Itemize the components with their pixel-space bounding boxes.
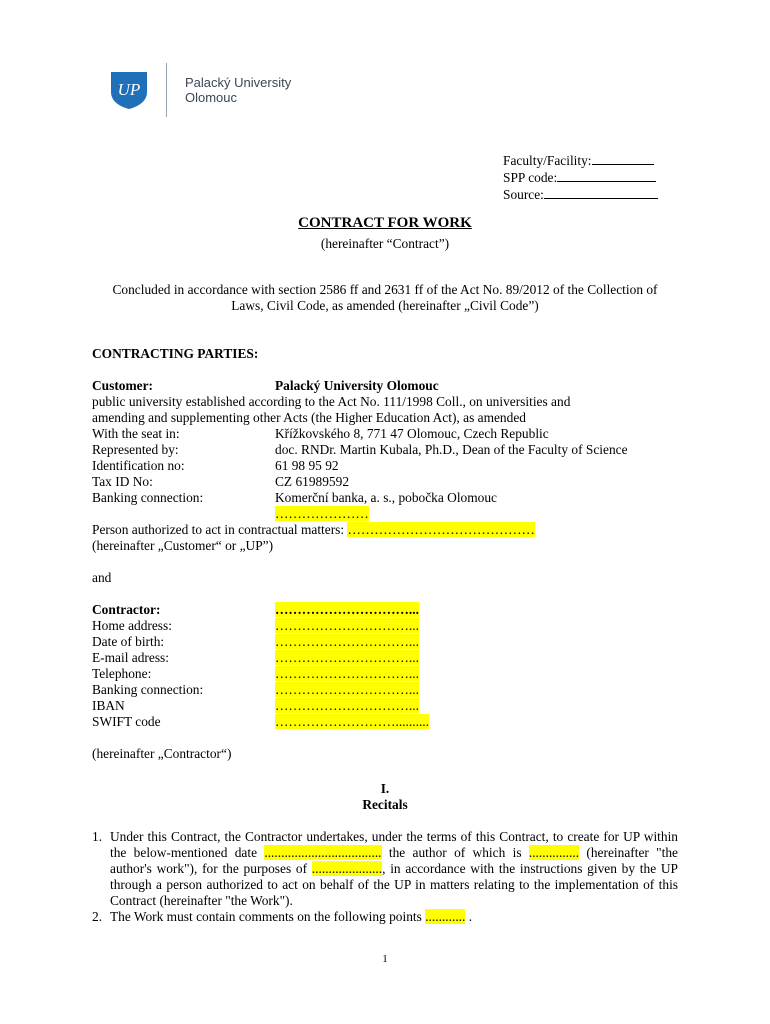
faculty-field[interactable] [592, 152, 654, 165]
list-item [92, 909, 678, 925]
purpose-field[interactable]: ..................... [311, 861, 383, 876]
work-date-field[interactable]: ................................... [264, 845, 382, 860]
parties-heading: CONTRACTING PARTIES: [92, 346, 259, 361]
represented-label: Represented by: [92, 442, 179, 457]
swift-label: SWIFT code [92, 714, 161, 729]
seat-label: With the seat in: [92, 426, 180, 441]
faculty-block [503, 152, 658, 203]
authorized-person-field[interactable]: …………………………………… [347, 522, 535, 537]
source-field[interactable] [544, 186, 658, 199]
contractor-bank-field[interactable]: …………………………... [275, 682, 419, 697]
iban-label: IBAN [92, 698, 125, 713]
tax-id-label: Tax ID No: [92, 474, 153, 489]
represented-value: doc. RNDr. Martin Kubala, Ph.D., Dean of the Faculty of Science [275, 442, 628, 457]
contractor-name-field[interactable]: …………………………... [275, 602, 419, 617]
spp-field[interactable] [557, 169, 656, 182]
list-item-text: The Work must contain comments on the following points ............ . [110, 909, 473, 924]
list-item-number: 2. [92, 909, 103, 924]
iban-field[interactable]: …………………………... [275, 698, 419, 713]
email-field[interactable]: …………………………... [275, 650, 419, 665]
customer-hereinafter: (hereinafter „Customer“ or „UP”) [92, 538, 274, 553]
identification-value: 61 98 95 92 [275, 458, 339, 473]
contractor-bank-label: Banking connection: [92, 682, 204, 697]
university-name [185, 75, 291, 105]
list-item [92, 829, 678, 909]
date-of-birth-label: Date of birth: [92, 634, 165, 649]
section-title: Recitals [362, 797, 408, 812]
list-item-number: 1. [92, 829, 103, 844]
customer-desc-line1: public university established according to the Act No. 111/1998 Coll., on universities and [92, 394, 571, 409]
home-address-field[interactable]: …………………………... [275, 618, 419, 633]
page-number: 1 [382, 953, 388, 965]
home-address-label: Home address: [92, 618, 172, 633]
university-name-line1: Palacký University [185, 75, 292, 90]
faculty-label: Faculty/Facility: [503, 153, 592, 168]
section-number: I. [380, 781, 390, 796]
university-name-line2: Olomouc [185, 90, 238, 105]
seat-value: Křížkovského 8, 771 47 Olomouc, Czech Republic [275, 426, 549, 441]
and-text: and [92, 570, 112, 585]
customer-bank-value: Komerční banka, a. s., pobočka Olomouc [275, 490, 497, 505]
tax-id-value: CZ 61989592 [275, 474, 350, 489]
points-field[interactable]: ............ [425, 909, 466, 924]
date-of-birth-field[interactable]: …………………………... [275, 634, 419, 649]
list-item-text: Under this Contract, the Contractor undertakes, under the terms of this Contract, to create for UP within the below-mentioned date ................................... the author of which is ............... (hereinafter "the author's work"), for the purposes of ....................., in accordance with the instructions given by the UP through a person authorized to act on behalf of the UP in matters relating to the implementation of this Contract (hereinafter "the Work"). [110, 829, 678, 908]
contractor-hereinafter: (hereinafter „Contractor“) [92, 746, 232, 761]
identification-label: Identification no: [92, 458, 185, 473]
contract-subtitle: (hereinafter “Contract”) [320, 236, 450, 251]
customer-desc-line2: amending and supplementing other Acts (the Higher Education Act), as amended [92, 410, 526, 425]
customer-name: Palacký University Olomouc [275, 378, 439, 393]
customer-bank-label: Banking connection: [92, 490, 204, 505]
customer-bank-account-field[interactable]: ………………… [275, 506, 369, 521]
authorized-person-label: Person authorized to act in contractual matters: [92, 522, 345, 537]
customer-label: Customer: [92, 378, 153, 393]
logo-letters: UP [117, 80, 141, 99]
swift-field[interactable]: ……………………….......... [275, 714, 429, 729]
logo-divider [166, 63, 167, 117]
telephone-field[interactable]: …………………………... [275, 666, 419, 681]
contract-title: CONTRACT FOR WORK [298, 215, 472, 231]
concluded-paragraph: Concluded in accordance with section 2586 ff and 2631 ff of the Act No. 89/2012 of the Collection of Laws, Civil Code, as amended (hereinafter „Civil Code”) [112, 282, 658, 313]
source-label: Source: [503, 187, 544, 202]
author-field[interactable]: ............... [528, 845, 580, 860]
university-logo [109, 70, 149, 114]
telephone-label: Telephone: [92, 666, 152, 681]
contractor-label: Contractor: [92, 602, 161, 617]
spp-label: SPP code: [503, 170, 558, 185]
email-label: E-mail adress: [92, 650, 169, 665]
